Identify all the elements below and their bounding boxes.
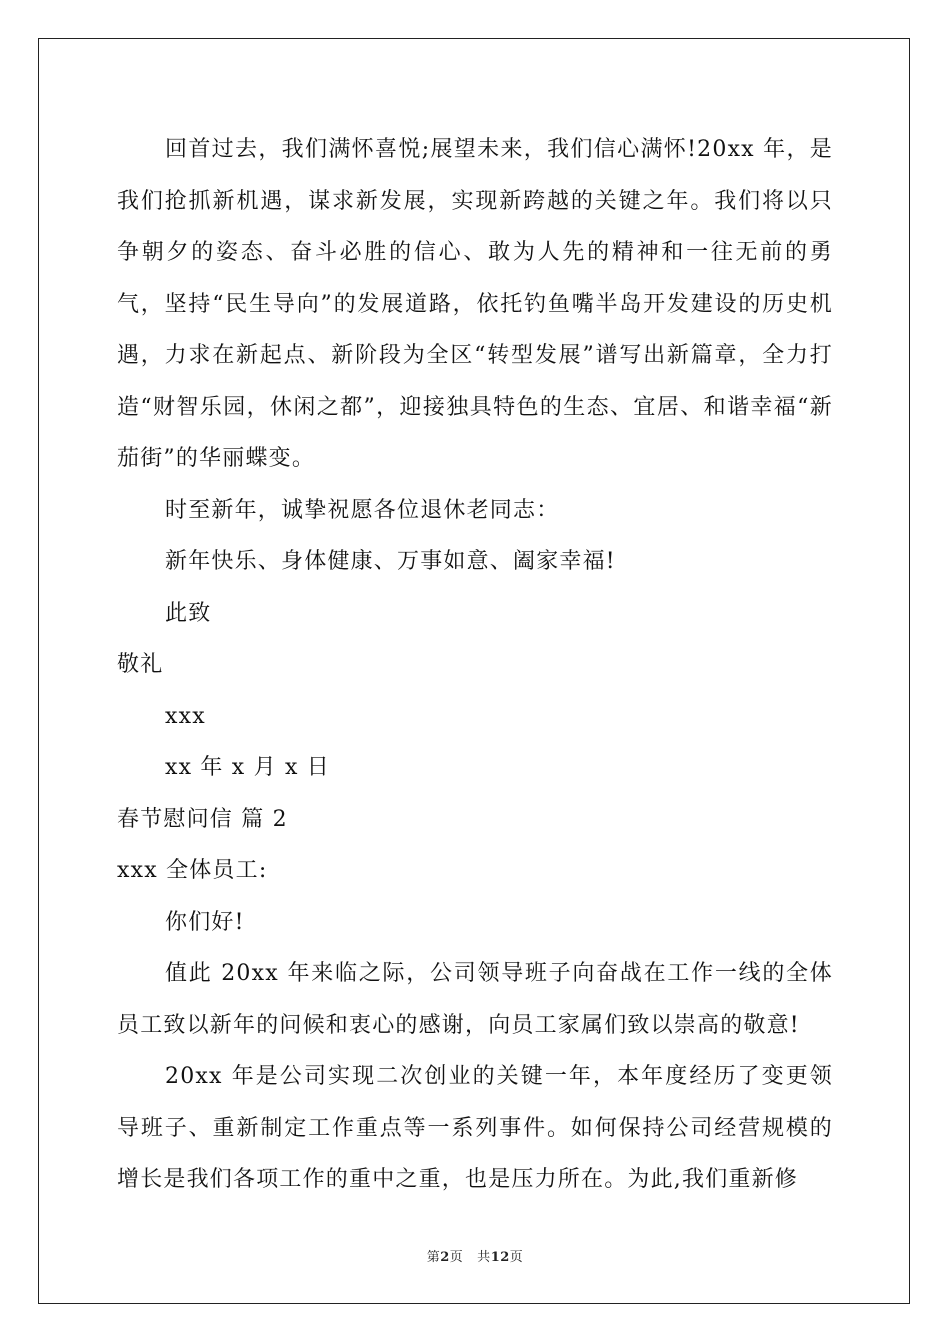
footer-total-prefix: 共 <box>477 1250 491 1265</box>
footer-page-unit: 页 <box>449 1250 464 1265</box>
footer-total-unit: 页 <box>509 1250 524 1265</box>
paragraph-gratitude: 值此 20xx 年来临之际，公司领导班子向奋战在工作一线的全体员工致以新年的问候和衷心的感谢，向员工家属们致以崇高的敬意! <box>117 961 833 1038</box>
section-heading: 春节慰问信 篇 2 <box>117 806 288 832</box>
paragraph-review-outlook: 回首过去，我们满怀喜悦;展望未来，我们信心满怀!20xx 年，是我们抢抓新机遇，谋求新发展，实现新跨越的关键之年。我们将以只争朝夕的姿态、奋斗必胜的信心、敢为人先的精神和一往无前的勇气，坚持“民生导向”的发展道路，依托钓鱼嘴半岛开发建设的历史机遇，力求在新起点、新阶段为全区“转型发展”谱写出新篇章，全力打造“财智乐园，休闲之都”，迎接独具特色的生态、宜居、和谐幸福“新茄街”的华丽蝶变。 <box>117 137 833 471</box>
paragraph-year-review: 20xx 年是公司实现二次创业的关键一年，本年度经历了变更领导班子、重新制定工作重点等一系列事件。如何保持公司经营规模的增长是我们各项工作的重中之重，也是压力所在。为此,我们重新修 <box>117 1064 833 1192</box>
footer-page-prefix: 第 <box>426 1250 441 1265</box>
paragraph-new-year-wishes-intro: 时至新年，诚挚祝愿各位退休老同志： <box>165 497 560 523</box>
letter-addressee: xxx 全体员工: <box>117 858 268 883</box>
document-body <box>117 124 833 1206</box>
footer-total-pages: 12 <box>490 1250 510 1265</box>
footer-page-number: 2 <box>440 1250 450 1265</box>
signature: xxx <box>165 703 206 729</box>
closing-respect: 敬礼 <box>117 652 164 677</box>
letter-greeting: 你们好! <box>165 909 245 935</box>
paragraph-new-year-wishes: 新年快乐、身体健康、万事如意、阖家幸福! <box>165 549 616 574</box>
page-footer <box>0 1246 950 1265</box>
signature-date: xx 年 x 月 x 日 <box>165 755 330 780</box>
closing-salutation: 此致 <box>165 600 212 626</box>
